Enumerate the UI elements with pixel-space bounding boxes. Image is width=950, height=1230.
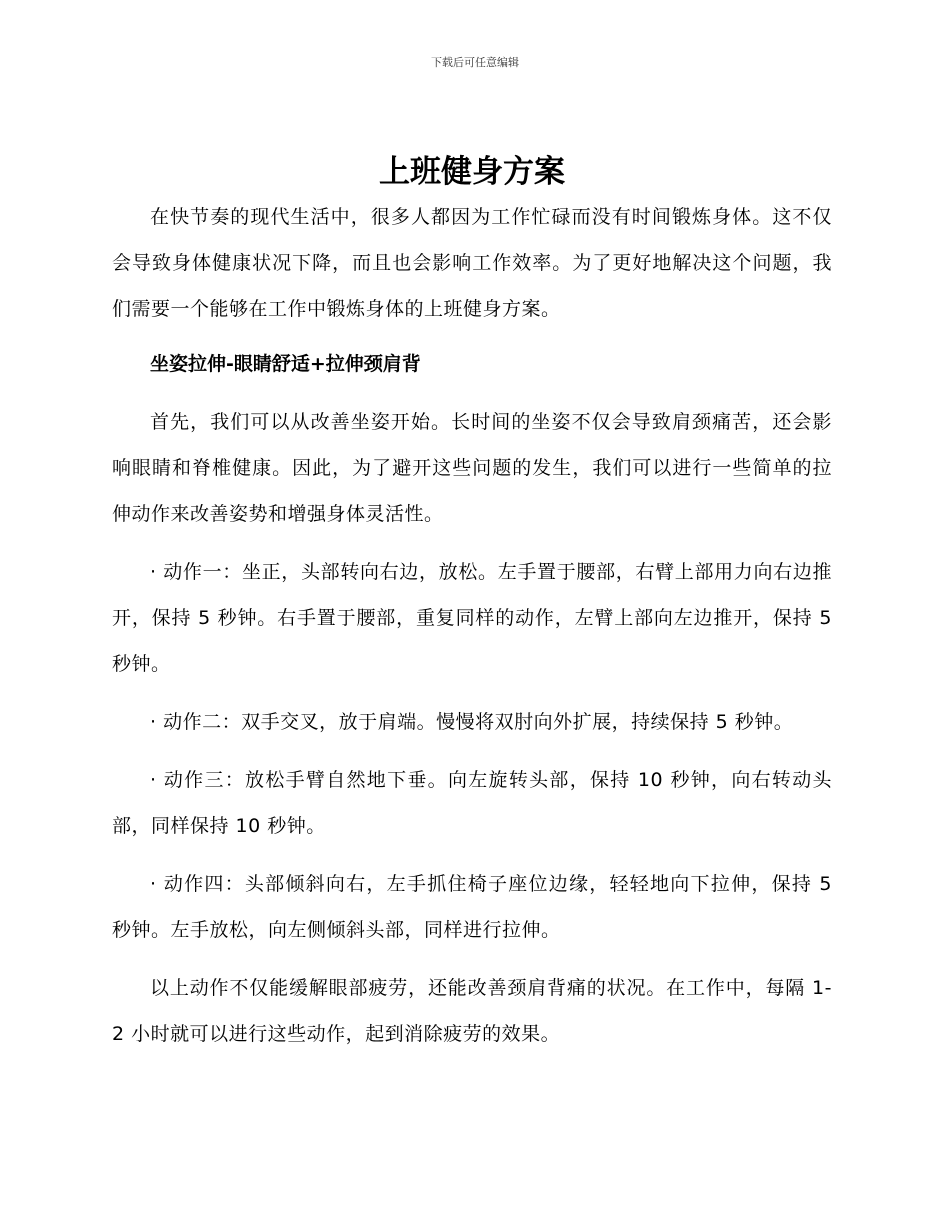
- action-two-paragraph: · 动作二：双手交叉，放于肩端。慢慢将双肘向外扩展，持续保持 5 秒钟。: [150, 711, 794, 733]
- section-heading: 坐姿拉伸-眼睛舒适+拉伸颈肩背: [150, 353, 421, 375]
- conclusion-paragraph: 以上动作不仅能缓解眼部疲劳，还能改善颈肩背痛的状况。在工作中，每隔 1-2 小时就可以进行这些动作，起到消除疲劳的效果。: [112, 977, 832, 1045]
- section-intro-paragraph: 首先，我们可以从改善坐姿开始。长时间的坐姿不仅会导致肩颈痛苦，还会影响眼睛和脊椎健康。因此，为了避开这些问题的发生，我们可以进行一些简单的拉伸动作来改善姿势和增强身体灵活性。: [112, 411, 832, 525]
- action-three-paragraph: · 动作三：放松手臂自然地下垂。向左旋转头部，保持 10 秒钟，向右转动头部，同样保持 10 秒钟。: [112, 769, 832, 837]
- action-four-paragraph: · 动作四：头部倾斜向右，左手抓住椅子座位边缘，轻轻地向下拉伸，保持 5 秒钟。左手放松，向左侧倾斜头部，同样进行拉伸。: [112, 873, 832, 941]
- action-one-paragraph: · 动作一：坐正，头部转向右边，放松。左手置于腰部，右臂上部用力向右边推开，保持 5 秒钟。右手置于腰部，重复同样的动作，左臂上部向左边推开，保持 5 秒钟。: [112, 561, 832, 675]
- document-body: [112, 150, 832, 1057]
- document-title: 上班健身方案: [379, 154, 565, 190]
- intro-paragraph: 在快节奏的现代生活中，很多人都因为工作忙碌而没有时间锻炼身体。这不仅会导致身体健康状况下降，而且也会影响工作效率。为了更好地解决这个问题，我们需要一个能够在工作中锻炼身体的上班健身方案。: [112, 206, 832, 320]
- header-note: 下载后可任意编辑: [431, 56, 519, 69]
